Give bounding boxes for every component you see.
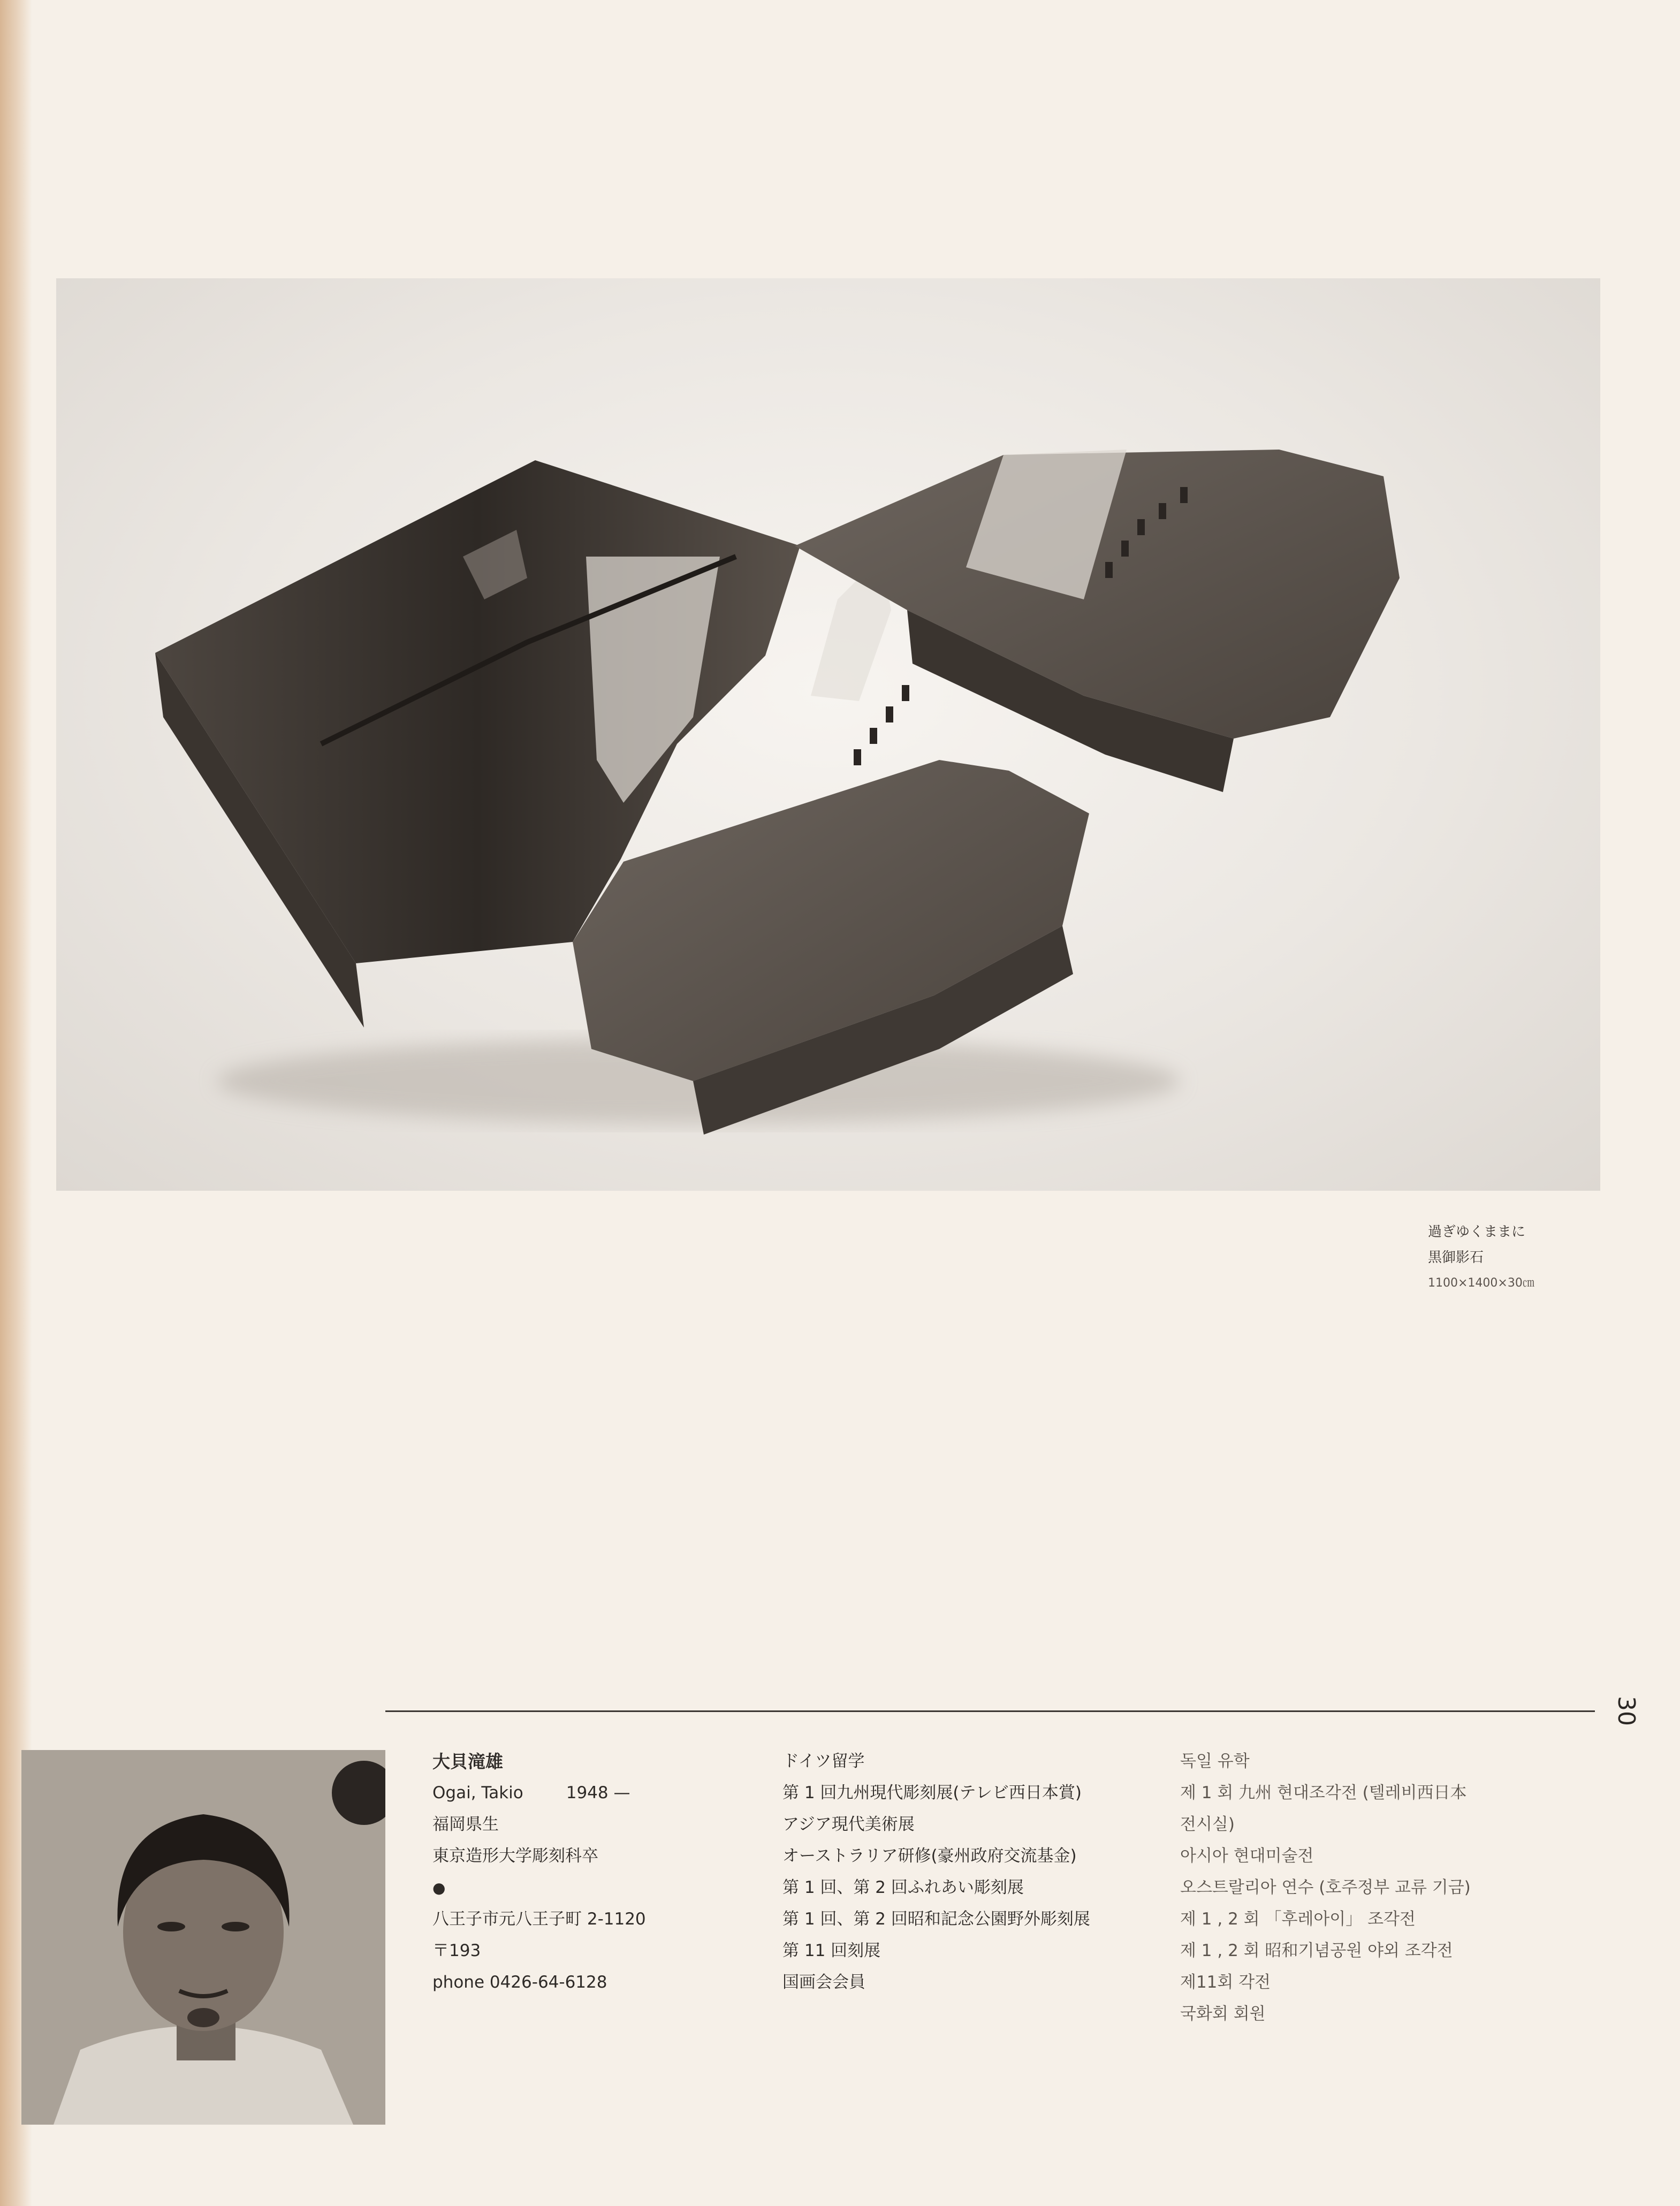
career-item-ko: 독일 유학 bbox=[1180, 1752, 1250, 1771]
career-item: ドイツ留学 bbox=[782, 1752, 865, 1771]
career-item-ko: 제 1 회 九州 현대조각전 (텔레비西日本 bbox=[1180, 1783, 1467, 1802]
career-item: 第 1 回九州現代彫刻展(テレビ西日本賞) bbox=[782, 1783, 1082, 1802]
artwork-caption bbox=[1428, 1219, 1621, 1296]
artist-phone: phone 0426-64-6128 bbox=[432, 1973, 607, 1992]
career-item: アジア現代美術展 bbox=[782, 1815, 915, 1834]
career-list-korean bbox=[1180, 1746, 1608, 2030]
career-item: 第 1 回、第 2 回ふれあい彫刻展 bbox=[782, 1878, 1024, 1897]
artist-face-image bbox=[21, 1750, 385, 2125]
career-item: オーストラリア研修(豪州政府交流基金) bbox=[782, 1846, 1077, 1866]
career-item-ko: 국화회 회원 bbox=[1180, 2004, 1266, 2024]
page-number: 30 bbox=[1613, 1696, 1640, 1726]
artist-portrait bbox=[21, 1750, 385, 2125]
career-item-ko: 전시실) bbox=[1180, 1815, 1235, 1834]
artist-name: 大貝滝雄 bbox=[432, 1751, 503, 1772]
career-item-ko: 제 1 , 2 회 昭和기념공원 야외 조각전 bbox=[1180, 1941, 1453, 1960]
section-divider bbox=[385, 1710, 1595, 1712]
career-item-ko: 아시아 현대미술전 bbox=[1180, 1846, 1314, 1866]
career-list-japanese bbox=[782, 1746, 1168, 1998]
career-item-ko: 제11회 각전 bbox=[1180, 1973, 1271, 1992]
career-item-ko: 제 1 , 2 회 「후레아이」 조각전 bbox=[1180, 1910, 1416, 1929]
artwork-dimensions: 1100×1400×30㎝ bbox=[1428, 1276, 1534, 1290]
artist-address: 八王子市元八王子町 2-1120 bbox=[432, 1910, 646, 1929]
artist-birthplace: 福岡県生 bbox=[432, 1815, 499, 1834]
artist-education: 東京造形大学彫刻科卒 bbox=[432, 1846, 598, 1866]
artist-postal-code: 〒193 bbox=[432, 1941, 481, 1960]
career-item-ko: 오스트랄리아 연수 (호주정부 교류 기금) bbox=[1180, 1878, 1471, 1897]
career-item: 第 1 回、第 2 回昭和記念公園野外彫刻展 bbox=[782, 1910, 1090, 1929]
career-item: 第 11 回刻展 bbox=[782, 1941, 881, 1960]
artwork-material: 黒御影石 bbox=[1428, 1250, 1484, 1266]
artwork-photo bbox=[56, 278, 1600, 1191]
artist-romaji-line bbox=[432, 1777, 732, 1809]
artist-birth-year: 1948 — bbox=[566, 1783, 630, 1802]
artwork-title: 過ぎゆくままに bbox=[1428, 1224, 1526, 1240]
granite-sculpture-image bbox=[56, 278, 1600, 1191]
artist-romaji: Ogai, Takio bbox=[432, 1783, 523, 1802]
bullet-icon: ● bbox=[432, 1879, 446, 1897]
artist-bio bbox=[432, 1746, 732, 1998]
career-item: 国画会会員 bbox=[782, 1973, 865, 1992]
